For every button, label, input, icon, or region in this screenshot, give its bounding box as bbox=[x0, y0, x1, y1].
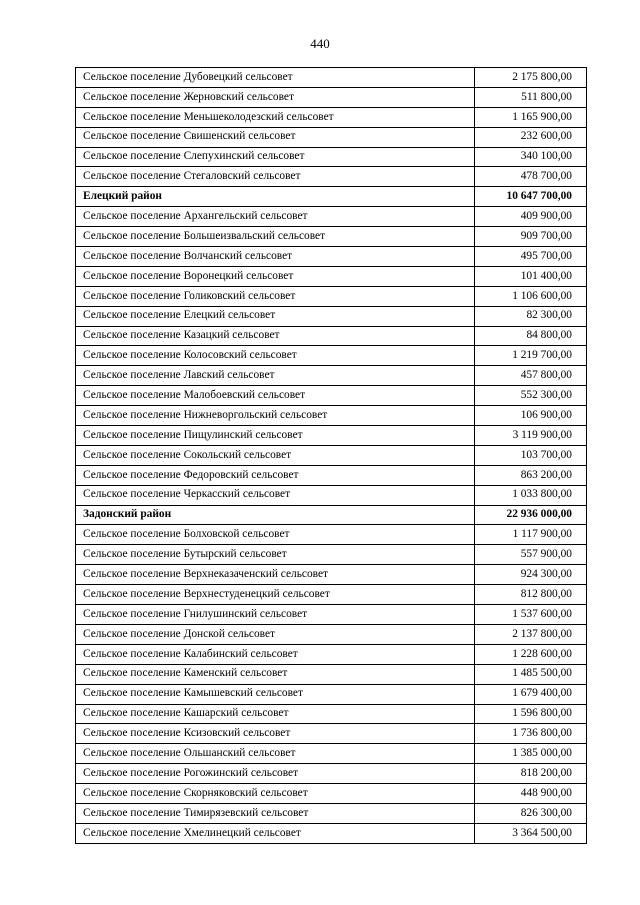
table-row bbox=[76, 664, 587, 684]
amount-cell: 101 400,00 bbox=[475, 266, 587, 286]
settlement-name-cell: Сельское поселение Большеизвальский сельсовет bbox=[76, 227, 475, 247]
table-row bbox=[76, 227, 587, 247]
table-row bbox=[76, 585, 587, 605]
amount-cell: 82 300,00 bbox=[475, 306, 587, 326]
settlement-name-cell: Сельское поселение Черкасский сельсовет bbox=[76, 485, 475, 505]
settlement-name-cell: Сельское поселение Лавский сельсовет bbox=[76, 366, 475, 386]
table-row bbox=[76, 107, 587, 127]
settlement-name-cell: Сельское поселение Елецкий сельсовет bbox=[76, 306, 475, 326]
amount-cell: 1 117 900,00 bbox=[475, 525, 587, 545]
settlement-name-cell: Сельское поселение Казацкий сельсовет bbox=[76, 326, 475, 346]
table-row bbox=[76, 366, 587, 386]
table-row bbox=[76, 624, 587, 644]
amount-cell: 409 900,00 bbox=[475, 207, 587, 227]
table-row bbox=[76, 266, 587, 286]
table-row bbox=[76, 386, 587, 406]
amount-cell: 106 900,00 bbox=[475, 406, 587, 426]
settlement-name-cell: Сельское поселение Верхнеказаченский сельсовет bbox=[76, 565, 475, 585]
amount-cell: 457 800,00 bbox=[475, 366, 587, 386]
settlement-name-cell: Сельское поселение Гнилушинский сельсовет bbox=[76, 605, 475, 625]
settlement-name-cell: Сельское поселение Слепухинский сельсовет bbox=[76, 147, 475, 167]
district-amount-cell: 22 936 000,00 bbox=[475, 505, 587, 525]
settlement-name-cell: Сельское поселение Рогожинский сельсовет bbox=[76, 764, 475, 784]
settlement-name-cell: Сельское поселение Пищулинский сельсовет bbox=[76, 426, 475, 446]
settlement-name-cell: Сельское поселение Тимирязевский сельсовет bbox=[76, 803, 475, 823]
amount-cell: 103 700,00 bbox=[475, 445, 587, 465]
table-row bbox=[76, 485, 587, 505]
settlement-name-cell: Сельское поселение Стегаловский сельсовет bbox=[76, 167, 475, 187]
settlement-name-cell: Сельское поселение Волчанский сельсовет bbox=[76, 247, 475, 267]
table-row bbox=[76, 803, 587, 823]
table-row bbox=[76, 465, 587, 485]
table-row bbox=[76, 445, 587, 465]
amount-cell: 557 900,00 bbox=[475, 545, 587, 565]
table-row bbox=[76, 286, 587, 306]
settlement-name-cell: Сельское поселение Колосовский сельсовет bbox=[76, 346, 475, 366]
district-amount-cell: 10 647 700,00 bbox=[475, 187, 587, 207]
table-row bbox=[76, 823, 587, 843]
table-row bbox=[76, 684, 587, 704]
amount-cell: 3 119 900,00 bbox=[475, 426, 587, 446]
amount-cell: 84 800,00 bbox=[475, 326, 587, 346]
table-row bbox=[76, 426, 587, 446]
table-row bbox=[76, 346, 587, 366]
table-row bbox=[76, 744, 587, 764]
table-row bbox=[76, 784, 587, 804]
settlement-name-cell: Сельское поселение Сокольский сельсовет bbox=[76, 445, 475, 465]
amount-cell: 1 033 800,00 bbox=[475, 485, 587, 505]
settlement-name-cell: Сельское поселение Скорняковский сельсовет bbox=[76, 784, 475, 804]
settlement-name-cell: Сельское поселение Архангельский сельсовет bbox=[76, 207, 475, 227]
amount-cell: 478 700,00 bbox=[475, 167, 587, 187]
amount-cell: 448 900,00 bbox=[475, 784, 587, 804]
settlement-name-cell: Сельское поселение Бутырский сельсовет bbox=[76, 545, 475, 565]
amount-cell: 552 300,00 bbox=[475, 386, 587, 406]
table-row bbox=[76, 87, 587, 107]
amount-cell: 511 800,00 bbox=[475, 87, 587, 107]
table-row bbox=[76, 764, 587, 784]
table-row bbox=[76, 247, 587, 267]
settlement-name-cell: Сельское поселение Болховской сельсовет bbox=[76, 525, 475, 545]
amount-cell: 1 385 000,00 bbox=[475, 744, 587, 764]
settlement-name-cell: Сельское поселение Воронецкий сельсовет bbox=[76, 266, 475, 286]
budget-table bbox=[75, 67, 587, 844]
table-row bbox=[76, 147, 587, 167]
table-row bbox=[76, 406, 587, 426]
amount-cell: 1 485 500,00 bbox=[475, 664, 587, 684]
table-row bbox=[76, 565, 587, 585]
table-row bbox=[76, 306, 587, 326]
amount-cell: 1 165 900,00 bbox=[475, 107, 587, 127]
amount-cell: 909 700,00 bbox=[475, 227, 587, 247]
table-row bbox=[76, 167, 587, 187]
settlement-name-cell: Сельское поселение Малобоевский сельсовет bbox=[76, 386, 475, 406]
amount-cell: 1 736 800,00 bbox=[475, 724, 587, 744]
table-row bbox=[76, 326, 587, 346]
amount-cell: 1 106 600,00 bbox=[475, 286, 587, 306]
amount-cell: 232 600,00 bbox=[475, 127, 587, 147]
table-row bbox=[76, 704, 587, 724]
settlement-name-cell: Сельское поселение Калабинский сельсовет bbox=[76, 644, 475, 664]
settlement-name-cell: Сельское поселение Нижневоргольский сельсовет bbox=[76, 406, 475, 426]
settlement-name-cell: Сельское поселение Голиковский сельсовет bbox=[76, 286, 475, 306]
settlement-name-cell: Сельское поселение Свишенский сельсовет bbox=[76, 127, 475, 147]
table-row bbox=[76, 605, 587, 625]
amount-cell: 1 679 400,00 bbox=[475, 684, 587, 704]
amount-cell: 2 137 800,00 bbox=[475, 624, 587, 644]
settlement-name-cell: Сельское поселение Каменский сельсовет bbox=[76, 664, 475, 684]
table-row bbox=[76, 68, 587, 88]
settlement-name-cell: Сельское поселение Хмелинецкий сельсовет bbox=[76, 823, 475, 843]
amount-cell: 340 100,00 bbox=[475, 147, 587, 167]
page-number: 440 bbox=[310, 36, 330, 51]
settlement-name-cell: Сельское поселение Верхнестуденецкий сельсовет bbox=[76, 585, 475, 605]
table-row bbox=[76, 525, 587, 545]
settlement-name-cell: Сельское поселение Жерновский сельсовет bbox=[76, 87, 475, 107]
amount-cell: 812 800,00 bbox=[475, 585, 587, 605]
table-row bbox=[76, 207, 587, 227]
amount-cell: 3 364 500,00 bbox=[475, 823, 587, 843]
settlement-name-cell: Сельское поселение Камышевский сельсовет bbox=[76, 684, 475, 704]
amount-cell: 2 175 800,00 bbox=[475, 68, 587, 88]
amount-cell: 924 300,00 bbox=[475, 565, 587, 585]
table-row bbox=[76, 724, 587, 744]
amount-cell: 1 219 700,00 bbox=[475, 346, 587, 366]
settlement-name-cell: Сельское поселение Кашарский сельсовет bbox=[76, 704, 475, 724]
amount-cell: 863 200,00 bbox=[475, 465, 587, 485]
settlement-name-cell: Сельское поселение Донской сельсовет bbox=[76, 624, 475, 644]
settlement-name-cell: Сельское поселение Федоровский сельсовет bbox=[76, 465, 475, 485]
table-row bbox=[76, 644, 587, 664]
district-total-row bbox=[76, 187, 587, 207]
table-row bbox=[76, 545, 587, 565]
amount-cell: 495 700,00 bbox=[475, 247, 587, 267]
district-name-cell: Задонский район bbox=[76, 505, 475, 525]
budget-table-body bbox=[76, 68, 587, 844]
settlement-name-cell: Сельское поселение Ольшанский сельсовет bbox=[76, 744, 475, 764]
district-name-cell: Елецкий район bbox=[76, 187, 475, 207]
settlement-name-cell: Сельское поселение Меньшеколодезский сельсовет bbox=[76, 107, 475, 127]
settlement-name-cell: Сельское поселение Ксизовский сельсовет bbox=[76, 724, 475, 744]
district-total-row bbox=[76, 505, 587, 525]
settlement-name-cell: Сельское поселение Дубовецкий сельсовет bbox=[76, 68, 475, 88]
amount-cell: 1 596 800,00 bbox=[475, 704, 587, 724]
table-row bbox=[76, 127, 587, 147]
amount-cell: 1 537 600,00 bbox=[475, 605, 587, 625]
amount-cell: 818 200,00 bbox=[475, 764, 587, 784]
amount-cell: 826 300,00 bbox=[475, 803, 587, 823]
amount-cell: 1 228 600,00 bbox=[475, 644, 587, 664]
